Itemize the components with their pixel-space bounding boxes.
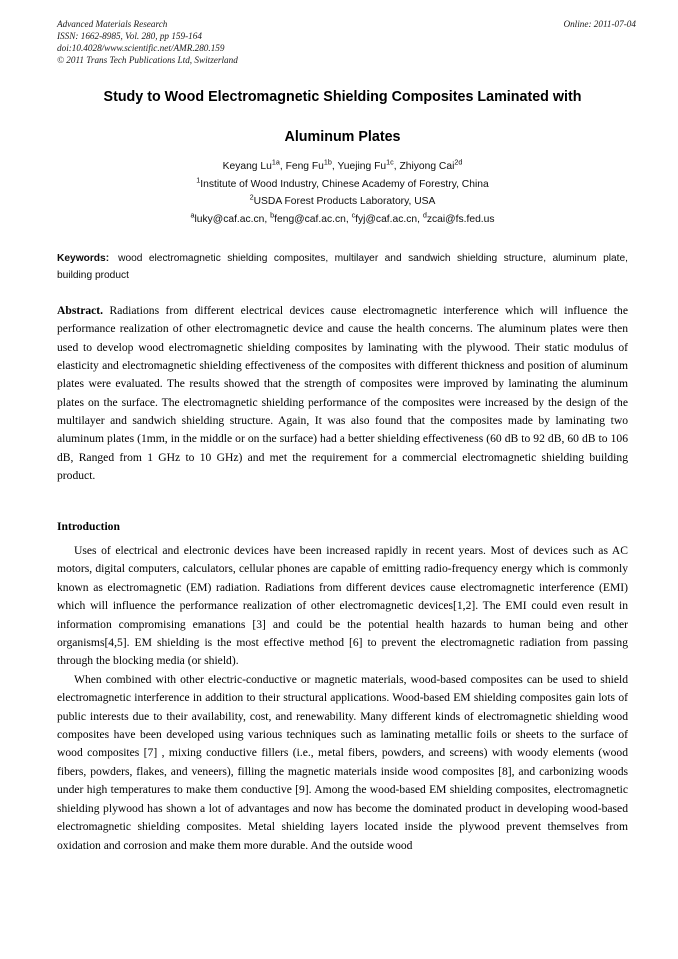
email-4-superscript: d xyxy=(422,210,427,220)
author-4-name: , Zhiyong Cai xyxy=(393,161,455,172)
copyright-line: © 2011 Trans Tech Publications Ltd, Switzerland xyxy=(57,55,238,66)
author-4-superscript: 2d xyxy=(454,157,463,167)
abstract-label: Abstract. xyxy=(57,304,104,317)
journal-meta xyxy=(57,18,238,66)
title-line-1: Study to Wood Electromagnetic Shielding Composites Laminated with xyxy=(103,89,582,105)
author-3-name: , Yuejing Fu xyxy=(331,161,387,172)
authors-block xyxy=(57,158,628,228)
affiliation-2 xyxy=(57,193,628,211)
abstract-text: Radiations from different electrical devices cause electromagnetic interference which will influence the performance realization of other electromagnetic device and cause the health concerns. The aluminum plates were then used to develop wood electromagnetic shielding composites by laminating with the plywood. Their static modulus of elasticity and electromagnetic shielding effectiveness of the composites with different thickness and position of aluminum plates were evaluated. The results showed that the strength of composites were improved by laminating the aluminum plates on the surface. The electromagnetic shielding performance of the composites were increased by the design of the multilayer and sandwich shielding structure. Again, It was also found that the composites made by laminating two aluminum plates (1mm, in the middle or on the surface) had a better shielding effectiveness (60 dB to 92 dB, 60 dB to 106 dB, Ranged from 1 GHz to 10 GHz) and met the requirement for a commercial electromagnetic shielding building product. xyxy=(57,304,628,483)
author-1-superscript: 1a xyxy=(271,157,280,167)
author-2-name: , Feng Fu xyxy=(279,161,324,172)
abstract-block xyxy=(57,302,628,485)
issn-volume-pages: ISSN: 1662-8985, Vol. 280, pp 159-164 xyxy=(57,31,202,42)
introduction-paragraph-2: When combined with other electric-conductive or magnetic materials, wood-based composites can be used to shield electromagnetic interference in addition to their structural applications. Wood-based EM shielding composites gain lots of public interests due to their availability, cost, and renewability. Many different kinds of electromagnetic shielding wood composites have been developed using various techniques such as laminating metallic foils or sheets to the surface of wood composites [7] , mixing conductive fillers (i.e., metal fibers, powders, and screens) with woody elements (wood fibers, powders, flakes, and veneers), filling the magnetic materials inside wood composites [8], and carbonizing woods under high temperatures to make them conductive [9]. Among the wood-based EM shielding composites, electromagnetic shielding plywood has shown a lot of advantages and now has become the dominated product in developing wood-based electromagnetic shielding composites. Metal shielding layers located inside the plywood prevent themselves from oxidation and corrosion and make them more durable. And the outside wood xyxy=(57,672,628,852)
affiliation-1 xyxy=(57,176,628,194)
author-1-name: Keyang Lu xyxy=(222,161,272,172)
author-emails xyxy=(57,211,628,229)
affiliation-2-superscript: 2 xyxy=(249,192,254,202)
author-names xyxy=(57,158,628,176)
affiliation-2-text: USDA Forest Products Laboratory, USA xyxy=(253,196,436,207)
journal-name: Advanced Materials Research xyxy=(57,19,168,29)
affiliation-1-text: Institute of Wood Industry, Chinese Academy of Forestry, China xyxy=(200,178,489,190)
keywords-block xyxy=(57,250,628,284)
doi-line: doi:10.4028/www.scientific.net/AMR.280.159 xyxy=(57,43,225,54)
email-1-superscript: a xyxy=(190,210,195,220)
online-date: Online: 2011-07-04 xyxy=(563,19,636,29)
email-3-superscript: c xyxy=(351,210,356,220)
keywords-text: wood electromagnetic shielding composites, multilayer and sandwich shielding structure, aluminum plate, building product xyxy=(57,253,628,282)
email-2[interactable]: feng@caf.ac.cn, xyxy=(274,213,352,225)
section-heading-introduction: Introduction xyxy=(57,520,120,533)
page-title xyxy=(57,88,628,146)
introduction-paragraph-1: Uses of electrical and electronic devices have been increased rapidly in recent years. Most of devices such as AC motors, digital computers, calculators, cellular phones are capable of emitting radio-frequency energy which is commonly known as electromagnetic (EM) radiation. Radiations from different devices cause electromagnetic interference (EMI) which will influence the performance realization of other electromagnetic devices[1,2]. The EMI could even result in information compromising emanations [3] and could be the potential health hazards to human being and other organisms[4,5]. EM shielding is the most effective method [6] to prevent the electromagnetic radiation from passing through the blocking media (or shield). xyxy=(57,544,628,668)
email-4[interactable]: zcai@fs.fed.us xyxy=(426,213,495,225)
title-line-2: Aluminum Plates xyxy=(284,129,401,145)
email-3[interactable]: fyj@caf.ac.cn, xyxy=(355,213,423,225)
introduction-body xyxy=(57,542,628,855)
keywords-label: Keywords: xyxy=(57,253,110,264)
author-2-superscript: 1b xyxy=(323,157,332,167)
journal-header xyxy=(57,18,636,66)
email-2-superscript: b xyxy=(270,210,275,220)
email-1[interactable]: luky@caf.ac.cn, xyxy=(194,213,271,225)
affiliation-1-superscript: 1 xyxy=(196,175,201,185)
author-3-superscript: 1c xyxy=(386,157,394,167)
